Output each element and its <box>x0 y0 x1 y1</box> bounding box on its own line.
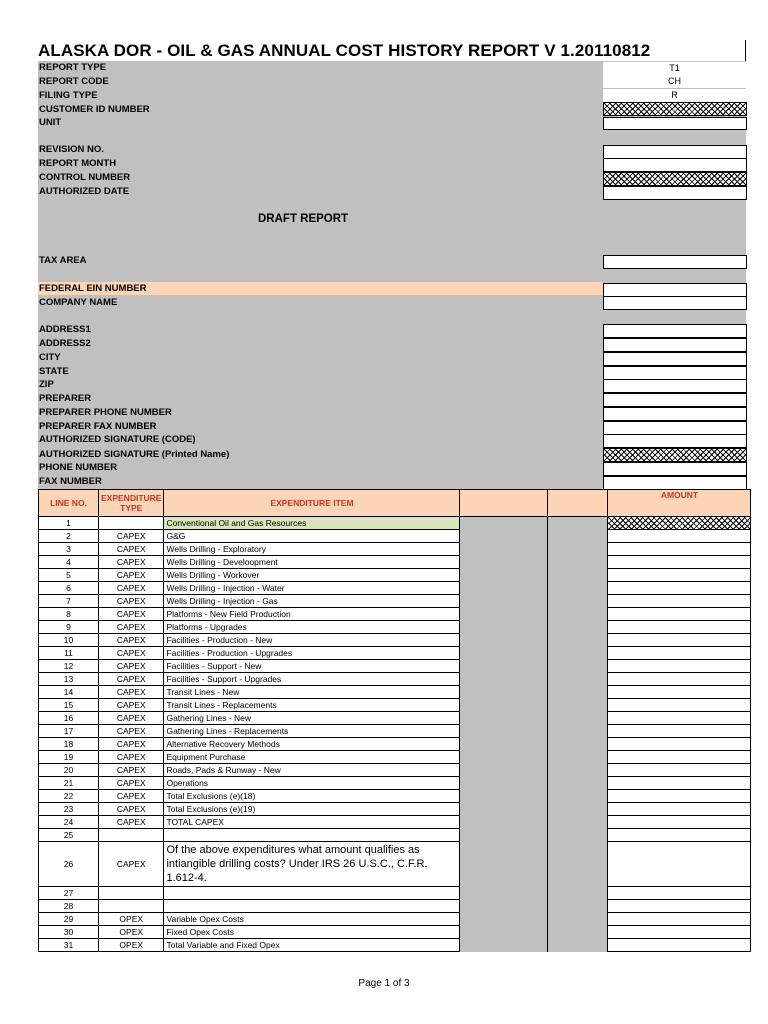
table-row <box>39 699 751 712</box>
grey-spacer-cell <box>460 686 548 699</box>
expenditure-type-cell <box>99 517 164 530</box>
grey-spacer-cell <box>548 829 608 842</box>
grey-spacer-cell <box>460 595 548 608</box>
expenditure-item-cell: Facilities - Production - New <box>164 634 460 647</box>
expenditure-item-cell: Platforms - New Field Production <box>164 608 460 621</box>
grey-spacer-cell <box>548 777 608 790</box>
amount-input-cell[interactable] <box>608 829 751 842</box>
table-row <box>39 829 751 842</box>
grey-spacer-cell <box>460 673 548 686</box>
control-number-field[interactable] <box>603 172 747 186</box>
amount-input-cell[interactable] <box>608 569 751 582</box>
table-row <box>39 803 751 816</box>
line-number-cell: 18 <box>39 738 99 751</box>
grey-spacer-cell <box>548 764 608 777</box>
amount-input-cell[interactable] <box>608 634 751 647</box>
federal-ein-label: FEDERAL EIN NUMBER <box>39 283 147 294</box>
grey-spacer-cell <box>460 725 548 738</box>
expenditure-item-cell: Total Exclusions (e)(18) <box>164 790 460 803</box>
expenditure-type-cell: CAPEX <box>99 725 164 738</box>
amount-header: AMOUNT <box>608 490 751 517</box>
line-number-cell: 23 <box>39 803 99 816</box>
amount-input-cell[interactable] <box>608 647 751 660</box>
grey-spacer-cell <box>548 751 608 764</box>
line-number-cell: 1 <box>39 517 99 530</box>
grey-spacer-cell <box>460 608 548 621</box>
table-row <box>39 673 751 686</box>
city-field[interactable] <box>603 352 747 366</box>
line-number-cell: 2 <box>39 530 99 543</box>
header-blank-2 <box>548 490 608 517</box>
expenditure-item-cell: Roads, Pads & Runway - New <box>164 764 460 777</box>
line-no-header: LINE NO. <box>39 490 99 517</box>
phone-number-field[interactable] <box>603 462 747 476</box>
table-row <box>39 738 751 751</box>
grey-spacer-cell <box>460 712 548 725</box>
line-number-cell: 16 <box>39 712 99 725</box>
grey-spacer-cell <box>460 900 548 913</box>
expenditure-item-cell <box>164 900 460 913</box>
grey-spacer-cell <box>460 829 548 842</box>
table-row <box>39 939 751 952</box>
address1-label: ADDRESS1 <box>39 324 91 335</box>
table-row <box>39 595 751 608</box>
expenditure-type-cell: OPEX <box>99 913 164 926</box>
line-number-cell: 7 <box>39 595 99 608</box>
amount-input-cell[interactable] <box>608 842 751 887</box>
line-number-cell: 21 <box>39 777 99 790</box>
table-row <box>39 764 751 777</box>
expenditure-item-cell: G&G <box>164 530 460 543</box>
amount-input-cell[interactable] <box>608 939 751 952</box>
expenditure-item-cell: Transit Lines - Replacements <box>164 699 460 712</box>
grey-spacer-cell <box>548 939 608 952</box>
amount-input-cell[interactable] <box>608 926 751 939</box>
expenditure-item-cell: Facilities - Support - Upgrades <box>164 673 460 686</box>
city-label: CITY <box>39 352 61 363</box>
grey-spacer-cell <box>460 569 548 582</box>
expenditure-item-cell: Total Variable and Fixed Opex <box>164 939 460 952</box>
table-row <box>39 777 751 790</box>
table-row <box>39 582 751 595</box>
grey-spacer-cell <box>460 582 548 595</box>
amount-input-cell[interactable] <box>608 790 751 803</box>
table-row <box>39 556 751 569</box>
report-title: ALASKA DOR - OIL & GAS ANNUAL COST HISTORY REPORT V 1.20110812 <box>38 41 651 60</box>
line-number-cell: 17 <box>39 725 99 738</box>
expenditure-type-cell: CAPEX <box>99 699 164 712</box>
amount-input-cell[interactable] <box>608 725 751 738</box>
table-row <box>39 900 751 913</box>
grey-spacer-cell <box>548 686 608 699</box>
report-type-label: REPORT TYPE <box>39 62 107 73</box>
preparer-phone-label: PREPARER PHONE NUMBER <box>39 407 172 418</box>
expenditure-type-cell: CAPEX <box>99 556 164 569</box>
amount-input-cell[interactable] <box>608 900 751 913</box>
auth-signature-name-label: AUTHORIZED SIGNATURE (Printed Name) <box>39 449 230 460</box>
expenditure-type-cell: CAPEX <box>99 764 164 777</box>
grey-spacer-cell <box>460 634 548 647</box>
line-number-cell: 11 <box>39 647 99 660</box>
line-number-cell: 22 <box>39 790 99 803</box>
grey-spacer-cell <box>460 543 548 556</box>
amount-input-cell[interactable] <box>608 803 751 816</box>
grey-spacer-cell <box>548 608 608 621</box>
expenditure-type-cell: CAPEX <box>99 608 164 621</box>
table-row <box>39 543 751 556</box>
expenditure-type-cell: CAPEX <box>99 647 164 660</box>
expenditure-item-cell: Transit Lines - New <box>164 686 460 699</box>
line-number-cell: 4 <box>39 556 99 569</box>
grey-spacer-cell <box>460 738 548 751</box>
expenditure-item-cell: Variable Opex Costs <box>164 913 460 926</box>
federal-ein-field[interactable] <box>603 283 747 297</box>
grey-spacer-cell <box>460 660 548 673</box>
expenditure-type-cell: CAPEX <box>99 686 164 699</box>
expenditure-type-cell: CAPEX <box>99 790 164 803</box>
line-number-cell: 28 <box>39 900 99 913</box>
grey-spacer-cell <box>548 517 608 530</box>
zip-field[interactable] <box>603 379 747 393</box>
grey-spacer-cell <box>548 660 608 673</box>
table-row <box>39 517 751 530</box>
line-number-cell: 25 <box>39 829 99 842</box>
grey-spacer-cell <box>460 530 548 543</box>
line-number-cell: 5 <box>39 569 99 582</box>
grey-spacer-cell <box>548 738 608 751</box>
filing-type-label: FILING TYPE <box>39 90 98 101</box>
grey-spacer-cell <box>460 939 548 952</box>
amount-input-cell[interactable] <box>608 738 751 751</box>
grey-spacer-cell <box>460 699 548 712</box>
grey-spacer-cell <box>548 842 608 887</box>
customer-id-field[interactable] <box>603 102 747 116</box>
authorized-date-label: AUTHORIZED DATE <box>39 186 130 197</box>
expenditure-item-cell: Wells Drilling - Injection - Gas <box>164 595 460 608</box>
amount-input-cell[interactable] <box>608 699 751 712</box>
grey-spacer-cell <box>460 647 548 660</box>
expenditure-type-cell: OPEX <box>99 939 164 952</box>
grey-spacer-cell <box>548 543 608 556</box>
company-name-field[interactable] <box>603 296 747 310</box>
unit-field[interactable] <box>603 117 747 130</box>
amount-input-cell[interactable] <box>608 517 751 530</box>
auth-signature-code-label: AUTHORIZED SIGNATURE (CODE) <box>39 434 196 445</box>
expenditure-item-cell: Platforms - Upgrades <box>164 621 460 634</box>
auth-signature-code-field[interactable] <box>603 434 747 448</box>
control-number-label: CONTROL NUMBER <box>39 172 131 183</box>
table-row <box>39 926 751 939</box>
expenditure-type-cell: CAPEX <box>99 543 164 556</box>
preparer-phone-field[interactable] <box>603 407 747 421</box>
line-number-cell: 31 <box>39 939 99 952</box>
report-type-value: T1 <box>603 62 746 75</box>
grey-spacer-cell <box>548 913 608 926</box>
grey-spacer-cell <box>548 673 608 686</box>
grey-spacer-cell <box>548 816 608 829</box>
revision-no-label: REVISION NO. <box>39 144 104 155</box>
expenditure-item-cell: Of the above expenditures what amount qualifies as intiangible drilling costs? Under IRS 26 U.S.C., C.F.R. 1.612-4. <box>164 842 460 887</box>
line-number-cell: 13 <box>39 673 99 686</box>
expenditure-item-header: EXPENDITURE ITEM <box>164 490 460 517</box>
expenditure-type-cell: CAPEX <box>99 634 164 647</box>
expenditure-table <box>38 489 751 952</box>
grey-spacer-cell <box>460 926 548 939</box>
grey-spacer-cell <box>548 582 608 595</box>
table-row <box>39 887 751 900</box>
filing-type-value: R <box>603 89 746 102</box>
amount-input-cell[interactable] <box>608 595 751 608</box>
phone-number-label: PHONE NUMBER <box>39 462 118 473</box>
zip-label: ZIP <box>39 379 54 390</box>
grey-spacer-cell <box>548 803 608 816</box>
amount-input-cell[interactable] <box>608 608 751 621</box>
amount-input-cell[interactable] <box>608 621 751 634</box>
amount-input-cell[interactable] <box>608 816 751 829</box>
line-number-cell: 9 <box>39 621 99 634</box>
amount-input-cell[interactable] <box>608 887 751 900</box>
auth-signature-name-field[interactable] <box>603 448 747 462</box>
grey-spacer-cell <box>548 556 608 569</box>
table-row <box>39 816 751 829</box>
grey-spacer-cell <box>460 887 548 900</box>
draft-report-heading: DRAFT REPORT <box>258 213 349 225</box>
amount-input-cell[interactable] <box>608 913 751 926</box>
customer-id-label: CUSTOMER ID NUMBER <box>39 104 150 115</box>
grey-spacer-cell <box>548 634 608 647</box>
expenditure-item-cell <box>164 887 460 900</box>
address2-label: ADDRESS2 <box>39 338 91 349</box>
page-footer: Page 1 of 3 <box>358 978 410 989</box>
table-header-row <box>39 490 751 517</box>
table-row <box>39 634 751 647</box>
expenditure-item-cell: Equipment Purchase <box>164 751 460 764</box>
header-blank-1 <box>460 490 548 517</box>
expenditure-type-cell: CAPEX <box>99 816 164 829</box>
expenditure-item-cell <box>164 829 460 842</box>
amount-input-cell[interactable] <box>608 582 751 595</box>
report-code-value: CH <box>603 75 746 88</box>
expenditure-item-cell: Gathering Lines - New <box>164 712 460 725</box>
expenditure-item-cell: Gathering Lines - Replacements <box>164 725 460 738</box>
table-row <box>39 608 751 621</box>
expenditure-type-cell: CAPEX <box>99 621 164 634</box>
line-number-cell: 27 <box>39 887 99 900</box>
table-row <box>39 660 751 673</box>
address2-field[interactable] <box>603 338 747 352</box>
grey-spacer-cell <box>460 803 548 816</box>
expenditure-type-cell <box>99 887 164 900</box>
line-number-cell: 19 <box>39 751 99 764</box>
amount-input-cell[interactable] <box>608 764 751 777</box>
expenditure-item-cell: Operations <box>164 777 460 790</box>
expenditure-item-cell: Facilities - Support - New <box>164 660 460 673</box>
grey-spacer-cell <box>548 699 608 712</box>
expenditure-type-cell: CAPEX <box>99 530 164 543</box>
unit-label: UNIT <box>39 117 62 128</box>
report-month-label: REPORT MONTH <box>39 158 117 169</box>
amount-input-cell[interactable] <box>608 556 751 569</box>
amount-input-cell[interactable] <box>608 543 751 556</box>
report-code-label: REPORT CODE <box>39 76 109 87</box>
amount-input-cell[interactable] <box>608 673 751 686</box>
tax-area-label: TAX AREA <box>39 255 87 266</box>
right-border-line <box>745 40 746 61</box>
expenditure-type-cell: CAPEX <box>99 582 164 595</box>
fax-number-field[interactable] <box>603 476 747 490</box>
grey-spacer-cell <box>460 764 548 777</box>
preparer-fax-field[interactable] <box>603 421 747 435</box>
table-row <box>39 686 751 699</box>
expenditure-type-header: EXPENDITURE TYPE <box>99 490 164 517</box>
grey-spacer-cell <box>460 751 548 764</box>
grey-spacer-cell <box>460 556 548 569</box>
table-row <box>39 569 751 582</box>
expenditure-item-cell: Total Exclusions (e)(19) <box>164 803 460 816</box>
line-number-cell: 10 <box>39 634 99 647</box>
table-row <box>39 712 751 725</box>
grey-spacer-cell <box>548 530 608 543</box>
expenditure-type-cell: CAPEX <box>99 595 164 608</box>
grey-spacer-cell <box>548 595 608 608</box>
line-number-cell: 6 <box>39 582 99 595</box>
expenditure-type-cell: CAPEX <box>99 712 164 725</box>
table-row <box>39 842 751 887</box>
table-row <box>39 725 751 738</box>
address1-field[interactable] <box>603 324 747 338</box>
state-field[interactable] <box>603 366 747 380</box>
preparer-label: PREPARER <box>39 393 92 404</box>
authorized-date-field[interactable] <box>603 186 747 200</box>
amount-input-cell[interactable] <box>608 686 751 699</box>
line-number-cell: 3 <box>39 543 99 556</box>
grey-spacer-cell <box>460 842 548 887</box>
table-row <box>39 913 751 926</box>
grey-spacer-cell <box>548 790 608 803</box>
expenditure-type-cell <box>99 900 164 913</box>
state-label: STATE <box>39 366 69 377</box>
table-row <box>39 647 751 660</box>
line-number-cell: 29 <box>39 913 99 926</box>
line-number-cell: 14 <box>39 686 99 699</box>
table-row <box>39 790 751 803</box>
amount-input-cell[interactable] <box>608 530 751 543</box>
table-row <box>39 530 751 543</box>
line-number-cell: 26 <box>39 842 99 887</box>
expenditure-item-cell: Wells Drilling - Workover <box>164 569 460 582</box>
expenditure-type-cell: OPEX <box>99 926 164 939</box>
expenditure-item-cell: TOTAL CAPEX <box>164 816 460 829</box>
expenditure-item-cell: Alternative Recovery Methods <box>164 738 460 751</box>
expenditure-type-cell: CAPEX <box>99 660 164 673</box>
grey-spacer-cell <box>460 816 548 829</box>
preparer-fax-label: PREPARER FAX NUMBER <box>39 421 157 432</box>
expenditure-type-cell: CAPEX <box>99 777 164 790</box>
grey-spacer-cell <box>548 621 608 634</box>
expenditure-type-cell <box>99 829 164 842</box>
expenditure-type-cell: CAPEX <box>99 751 164 764</box>
revision-no-field[interactable] <box>603 145 747 159</box>
grey-spacer-cell <box>548 647 608 660</box>
table-row <box>39 751 751 764</box>
expenditure-type-cell: CAPEX <box>99 842 164 887</box>
amount-input-cell[interactable] <box>608 751 751 764</box>
expenditure-item-cell: Conventional Oil and Gas Resources <box>164 517 460 530</box>
grey-spacer-cell <box>460 790 548 803</box>
expenditure-item-cell: Wells Drilling - Develoopment <box>164 556 460 569</box>
expenditure-type-cell: CAPEX <box>99 738 164 751</box>
line-number-cell: 30 <box>39 926 99 939</box>
expenditure-item-cell: Wells Drilling - Exploratory <box>164 543 460 556</box>
line-number-cell: 8 <box>39 608 99 621</box>
line-number-cell: 12 <box>39 660 99 673</box>
preparer-field[interactable] <box>603 393 747 407</box>
grey-spacer-cell <box>460 517 548 530</box>
amount-input-cell[interactable] <box>608 660 751 673</box>
grey-spacer-cell <box>548 900 608 913</box>
grey-spacer-cell <box>460 913 548 926</box>
fax-number-label: FAX NUMBER <box>39 476 102 487</box>
expenditure-type-cell: CAPEX <box>99 803 164 816</box>
line-number-cell: 20 <box>39 764 99 777</box>
grey-spacer-cell <box>548 887 608 900</box>
table-row <box>39 621 751 634</box>
grey-spacer-cell <box>548 725 608 738</box>
amount-input-cell[interactable] <box>608 712 751 725</box>
grey-spacer-cell <box>548 926 608 939</box>
expenditure-type-cell: CAPEX <box>99 569 164 582</box>
tax-area-field[interactable] <box>603 255 747 269</box>
line-number-cell: 24 <box>39 816 99 829</box>
grey-spacer-cell <box>548 569 608 582</box>
expenditure-item-cell: Fixed Opex Costs <box>164 926 460 939</box>
grey-spacer-cell <box>460 777 548 790</box>
report-month-field[interactable] <box>603 158 747 172</box>
expenditure-item-cell: Facilities - Production - Upgrades <box>164 647 460 660</box>
company-name-label: COMPANY NAME <box>39 297 118 308</box>
expenditure-type-cell: CAPEX <box>99 673 164 686</box>
grey-spacer-cell <box>548 712 608 725</box>
amount-input-cell[interactable] <box>608 777 751 790</box>
grey-spacer-cell <box>460 621 548 634</box>
expenditure-item-cell: Wells Drilling - Injection - Water <box>164 582 460 595</box>
line-number-cell: 15 <box>39 699 99 712</box>
